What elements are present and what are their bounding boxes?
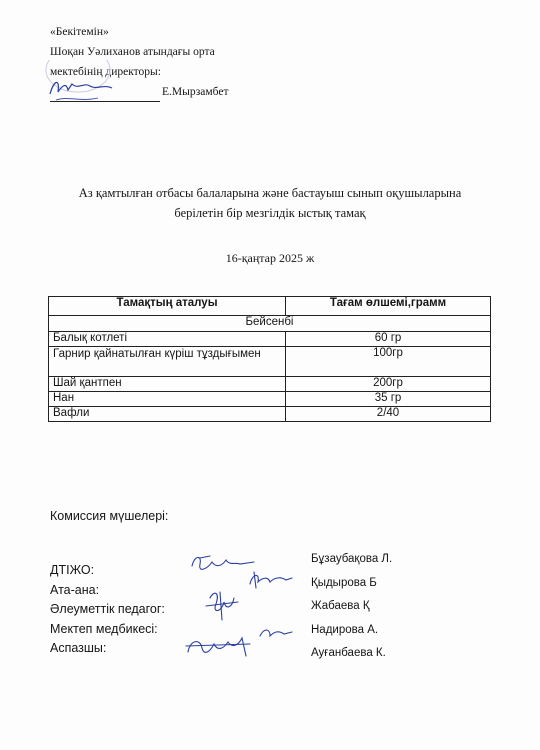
school-name: Шоқан Уәлиханов атындағы орта <box>50 46 215 58</box>
table-row <box>49 407 491 422</box>
dish-name: Вафли <box>49 407 286 422</box>
day-row <box>49 316 491 332</box>
dish-amount: 200гр <box>286 377 491 392</box>
dish-name: Гарнир қайнатылған күріш тұздығымен <box>49 347 286 377</box>
member-name: Қыдырова Б <box>311 576 377 589</box>
director-title: мектебінің директоры: <box>50 66 161 78</box>
dish-amount: 35 гр <box>286 392 491 407</box>
member-name: Надирова А. <box>311 623 379 636</box>
dish-name: Нан <box>49 392 286 407</box>
role-label: Мектеп медбикесі: <box>50 621 158 636</box>
commission-heading: Комиссия мүшелері: <box>50 509 169 523</box>
table-row <box>49 392 491 407</box>
document-date: 16-қаңтар 2025 ж <box>225 251 315 265</box>
table-row <box>49 377 491 392</box>
document-title <box>30 183 510 223</box>
header-dish-name: Тамақтың аталуы <box>49 297 286 316</box>
dish-name: Шай қантпен <box>49 377 286 392</box>
commission-roles <box>50 561 165 659</box>
commission-names <box>311 548 392 666</box>
title-line-2: берілетін бір мезгілдік ыстық тамақ <box>174 206 366 220</box>
approval-heading: «Бекітемін» <box>50 26 109 38</box>
table-row <box>49 347 491 377</box>
title-line-1: Аз қамтылған отбасы балаларына және бастауыш сынып оқушыларына <box>78 186 462 200</box>
dish-amount: 100гр <box>286 347 491 377</box>
header-portion: Тағам өлшемі,грамм <box>286 297 491 316</box>
day-label: Бейсенбі <box>49 316 491 332</box>
dish-amount: 60 гр <box>286 332 491 347</box>
director-name: Е.Мырзамбет <box>162 86 229 98</box>
dish-name: Балық котлеті <box>49 332 286 347</box>
table-header-row <box>49 297 491 316</box>
member-name: Бұзаубақова Л. <box>311 553 393 565</box>
director-signature-stamp <box>38 60 158 120</box>
commission-signatures <box>180 548 305 670</box>
role-label: Ата-ана: <box>50 582 100 597</box>
member-name: Жабаева Қ <box>311 600 370 612</box>
menu-table <box>48 296 491 422</box>
member-name: Ауғанбаева К. <box>311 647 386 659</box>
role-label: Әлеуметтік педагог: <box>50 602 165 617</box>
role-label: Аспазшы: <box>50 641 107 656</box>
dish-amount: 2/40 <box>286 407 491 422</box>
role-label: ДТІЖО: <box>50 563 95 577</box>
table-row <box>49 332 491 347</box>
